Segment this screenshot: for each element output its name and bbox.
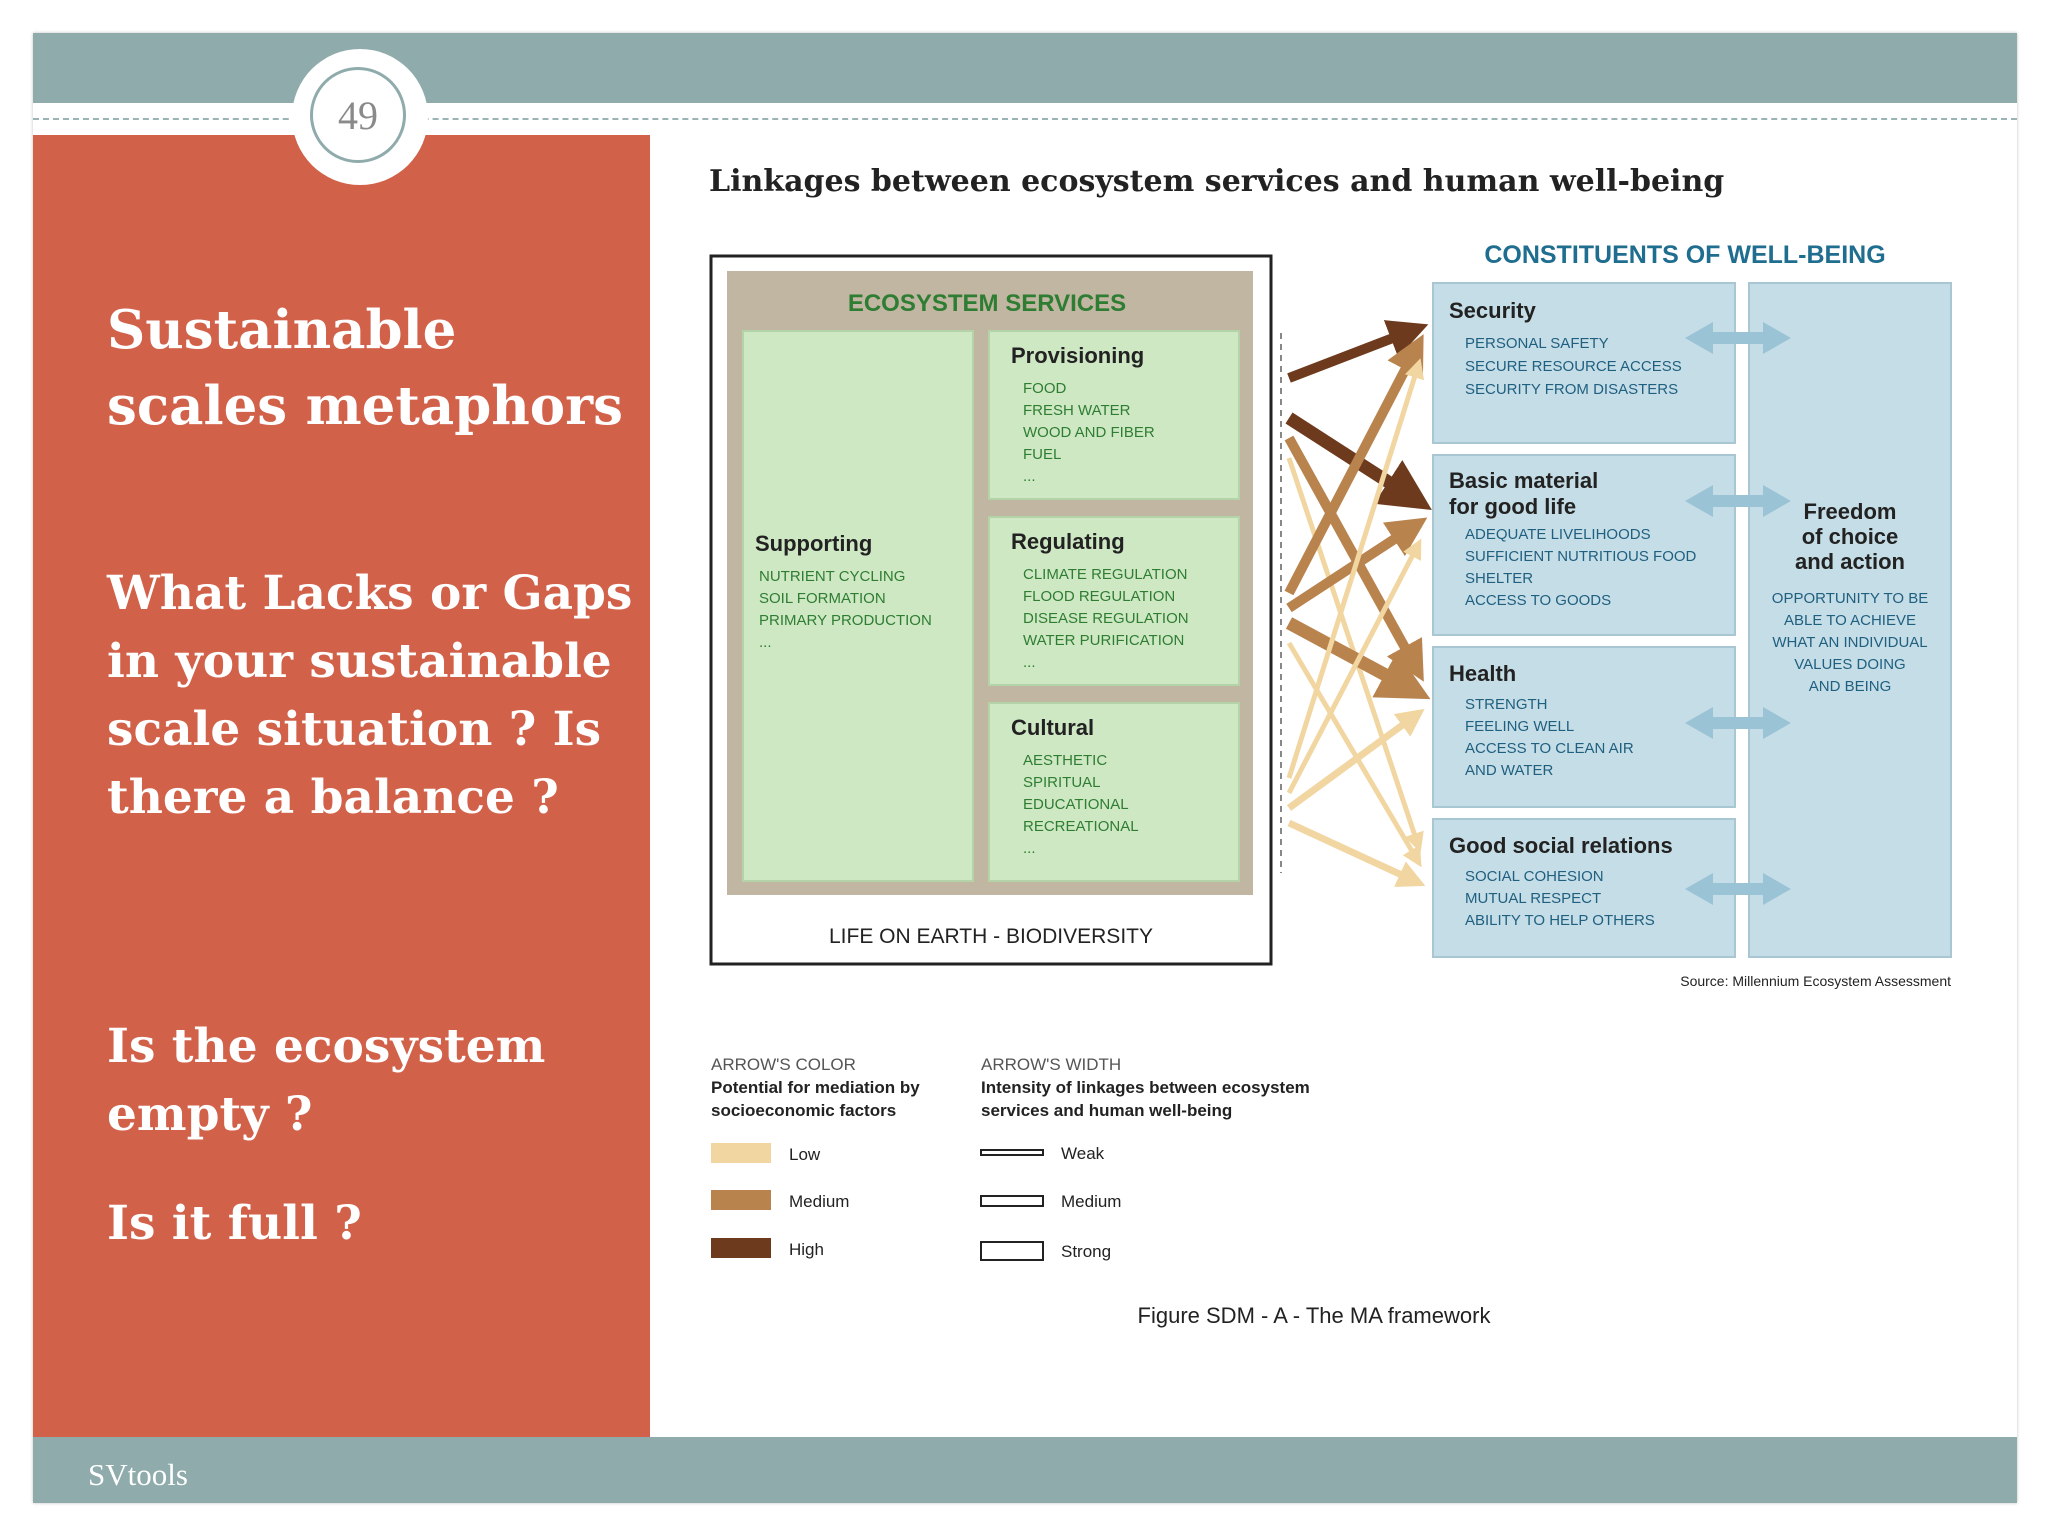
list-item: SOCIAL COHESION <box>1465 868 1604 885</box>
supporting-label: Supporting <box>755 531 873 556</box>
biodiversity-label: LIFE ON EARTH - BIODIVERSITY <box>828 925 1154 948</box>
list-item: NUTRIENT CYCLING <box>759 568 906 585</box>
list-item: RECREATIONAL <box>1023 818 1139 835</box>
legend-label-low: Low <box>789 1145 821 1164</box>
legend-color-subtitle: Potential for mediation by <box>711 1078 920 1097</box>
list-item: FOOD <box>1023 380 1067 397</box>
question-full: Is it full ? <box>107 1196 362 1251</box>
list-item: ... <box>1023 840 1036 857</box>
question-empty: Is the ecosystem empty ? <box>107 1019 546 1142</box>
legend-width-weak <box>981 1150 1043 1155</box>
health-label: Health <box>1449 661 1517 686</box>
legend-swatch-high <box>711 1238 771 1258</box>
list-item: CLIMATE REGULATION <box>1023 566 1188 583</box>
list-item: ADEQUATE LIVELIHOODS <box>1465 526 1651 543</box>
freedom-label <box>1795 499 1905 574</box>
legend-swatch-low <box>711 1143 771 1163</box>
list-item: WATER PURIFICATION <box>1023 632 1185 649</box>
slide <box>33 33 2017 1503</box>
figure-caption: Figure SDM - A - The MA framework <box>1137 1303 1491 1328</box>
list-item: SUFFICIENT NUTRITIOUS FOOD <box>1465 548 1697 565</box>
slide-title: Sustainable scales metaphors <box>107 299 623 437</box>
list-item: SECURITY FROM DISASTERS <box>1465 381 1679 398</box>
ecosystem-services-heading: ECOSYSTEM SERVICES <box>847 290 1127 317</box>
footer-label: SVtools <box>88 1457 188 1492</box>
basic-material-label: Basic material <box>1449 468 1599 493</box>
list-item: FUEL <box>1023 446 1062 463</box>
list-item: AND WATER <box>1465 762 1554 779</box>
freedom-desc-line: ABLE TO ACHIEVE <box>1783 612 1917 629</box>
freedom-desc-line: OPPORTUNITY TO BE <box>1771 590 1929 607</box>
legend-width-subtitle: services and human well-being <box>981 1101 1233 1120</box>
list-item: FRESH WATER <box>1023 402 1131 419</box>
freedom-label-line: and action <box>1794 549 1906 574</box>
legend-label-width-medium: Medium <box>1061 1192 1122 1211</box>
legend-color <box>711 1055 920 1259</box>
freedom-desc-line: AND BEING <box>1808 678 1892 695</box>
legend-width-title: ARROW'S WIDTH <box>981 1055 1122 1074</box>
question-gaps: What Lacks or Gaps in your sustainable scale situation ? Is there a balance ? <box>107 566 633 825</box>
list-item: ... <box>759 634 772 651</box>
legend-width-medium <box>981 1196 1043 1206</box>
provisioning-label: Provisioning <box>1011 343 1145 368</box>
legend-label-weak: Weak <box>1061 1144 1105 1163</box>
list-item: SHELTER <box>1465 570 1534 587</box>
legend-width-strong <box>981 1242 1043 1260</box>
legend-label-high: High <box>789 1240 824 1259</box>
list-item: FLOOD REGULATION <box>1023 588 1176 605</box>
list-item: SPIRITUAL <box>1023 774 1101 791</box>
legend-swatch-medium <box>711 1190 771 1210</box>
bottom-bar <box>33 1437 2017 1503</box>
list-item: ACCESS TO CLEAN AIR <box>1465 740 1634 757</box>
list-item: PERSONAL SAFETY <box>1465 335 1609 352</box>
list-item: STRENGTH <box>1465 696 1548 713</box>
list-item: DISEASE REGULATION <box>1023 610 1189 627</box>
list-item: WOOD AND FIBER <box>1023 424 1155 441</box>
list-item: FEELING WELL <box>1465 718 1575 735</box>
figure-title: Linkages between ecosystem services and human well-being <box>709 164 1725 199</box>
basic-material-label-2: for good life <box>1449 494 1577 519</box>
list-item: EDUCATIONAL <box>1023 796 1129 813</box>
list-item: ABILITY TO HELP OTHERS <box>1465 912 1655 929</box>
page-number: 49 <box>310 67 406 163</box>
legend-color-title: ARROW'S COLOR <box>711 1055 856 1074</box>
linkage-arrows <box>1289 328 1421 883</box>
list-item: SOIL FORMATION <box>759 590 886 607</box>
list-item: AESTHETIC <box>1023 752 1108 769</box>
legend-width <box>981 1055 1310 1261</box>
regulating-label: Regulating <box>1011 529 1125 554</box>
list-item: SECURE RESOURCE ACCESS <box>1465 358 1682 375</box>
security-label: Security <box>1449 298 1536 323</box>
freedom-desc-line: WHAT AN INDIVIDUAL <box>1772 634 1928 651</box>
legend-label-strong: Strong <box>1061 1242 1112 1261</box>
legend-color-subtitle: socioeconomic factors <box>711 1101 897 1120</box>
legend-width-subtitle: Intensity of linkages between ecosystem <box>981 1078 1310 1097</box>
list-item: ACCESS TO GOODS <box>1465 592 1612 609</box>
freedom-label-line: Freedom <box>1803 499 1897 524</box>
freedom-label-line: of choice <box>1801 524 1899 549</box>
cultural-label: Cultural <box>1011 715 1095 740</box>
list-item: PRIMARY PRODUCTION <box>759 612 932 629</box>
freedom-desc-line: VALUES DOING <box>1794 656 1906 673</box>
list-item: ... <box>1023 654 1036 671</box>
social-relations-label: Good social relations <box>1449 833 1673 858</box>
ma-framework-figure <box>33 33 2017 1437</box>
list-item: MUTUAL RESPECT <box>1465 890 1602 907</box>
well-being-heading: CONSTITUENTS OF WELL-BEING <box>1484 241 1886 269</box>
source-note: Source: Millennium Ecosystem Assessment <box>1680 973 1951 989</box>
list-item: ... <box>1023 468 1036 485</box>
legend-label-medium: Medium <box>789 1192 850 1211</box>
